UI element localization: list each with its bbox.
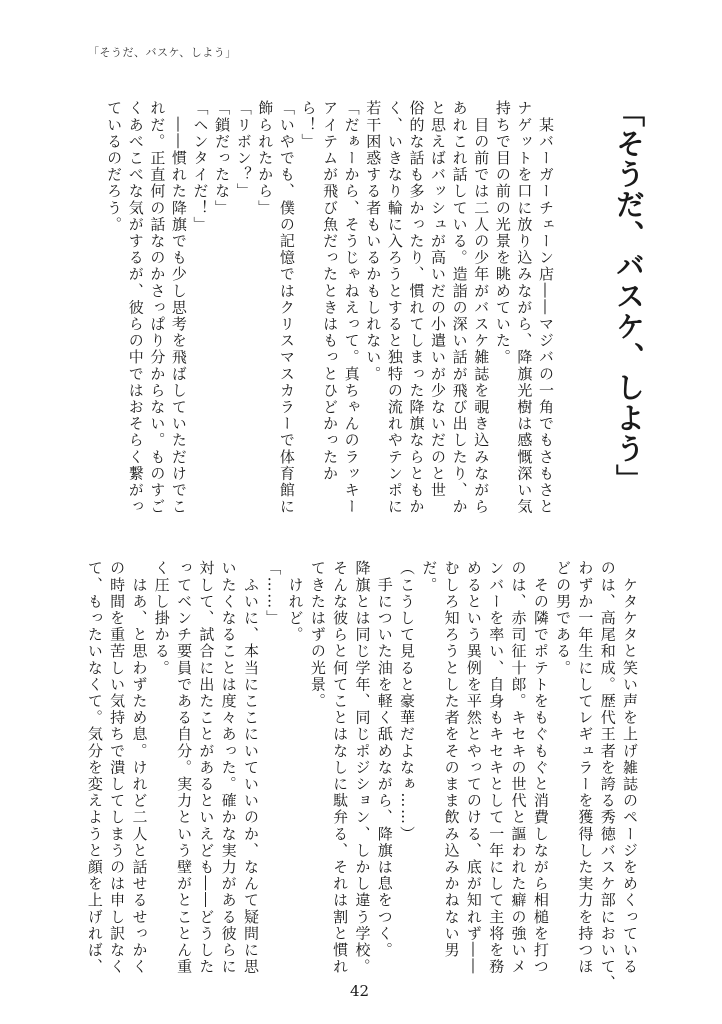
text-line: けれど。 (286, 560, 305, 643)
text-line: ンバーを率い、自身もキセキとして一年にして主将を務 (487, 560, 506, 975)
text-line: て、もったいなくて。気分を変えようと顔を上げれば、 (85, 560, 104, 975)
text-line: 目の前では二人の少年がバスケ雑誌を覗き込みながら (472, 100, 491, 515)
text-line: はあ、と思わずため息。けれど二人と話せるせっかく (130, 560, 149, 975)
text-line: ってベンチ要員である自分。実力という壁がとことん重 (175, 560, 194, 975)
text-line: のは、赤司征十郎。キセキの世代と謳われた癖の強いメ (509, 560, 528, 975)
text-line: アイテムが飛び魚だったときはもっとひどかったか (321, 100, 340, 482)
text-line: むしろ知ろうとした者をそのまま飲み込みかねない男 (442, 560, 461, 959)
text-line: 手についた油を軽く舐めながら、降旗は息をつく。 (375, 560, 394, 959)
top-text-block (103, 100, 556, 515)
text-line: 「リボン？」 (234, 100, 253, 200)
text-line: 某バーガーチェーン店――マジバの一角でもさもさと (537, 100, 555, 515)
text-line: 飾られたから」 (256, 100, 275, 217)
text-line: どの男である。 (554, 560, 573, 677)
text-line: 「鎖だったな」 (213, 100, 232, 217)
text-line: めるという異例を平然とやってのける、底が知れず―― (464, 560, 483, 975)
text-line: （こうして見ると豪華だよなぁ……） (398, 560, 417, 843)
text-line: 「ヘンタイだ！」 (191, 100, 210, 233)
text-line: いたくなることは度々あった。確かな実力がある彼らに (219, 560, 238, 975)
text-line: のは、高尾和成。歴代王者を誇る秀徳バスケ部において、 (598, 560, 617, 992)
page-number: 42 (350, 982, 370, 1000)
running-head: 「そうだ、バスケ、しよう」 (88, 46, 237, 59)
text-line: 持ちで目の前の光景を眺めていた。 (493, 100, 512, 366)
text-line: 降旗とは同じ学年、同じポジション、しかし違う学校。 (353, 560, 372, 975)
chapter-title: 「そうだ、バスケ、しよう」 (612, 98, 646, 495)
text-line: 若干困惑する者もいるかもしれない。 (364, 100, 383, 383)
text-line: その隣でポテトをもぐもぐと消費しながら相槌を打つ (531, 560, 550, 975)
text-line: くあべこべな気がするが、彼らの中ではおそらく繋がっ (126, 100, 145, 515)
text-line: ているのだろう。 (105, 100, 124, 233)
text-line: 「いやでも、僕の記憶ではクリスマスカラーで体育館に (277, 100, 296, 515)
text-line: れだ。正直何の話なのかさっぱり分からない。ものすご (148, 100, 167, 515)
text-line: てきたはずの光景。 (308, 560, 327, 710)
text-line: 「……」 (264, 560, 283, 627)
text-line: そんな彼らと何てことはなしに駄弁る、それは割と慣れ (331, 560, 350, 975)
text-line: の時間を重苦しい気持ちで潰してしまうのは申し訳なく (108, 560, 127, 975)
text-line: く、いきなり輪に入ろうとすると独特の流れやテンポに (385, 100, 404, 515)
text-line: ケタケタと笑い声を上げ雑誌のページをめくっている (621, 560, 639, 975)
text-line: と思えばバッシュが高いだの小遣いが少ないだのと世 (429, 100, 448, 499)
text-line: く圧し掛かる。 (152, 560, 171, 677)
text-line: ――慣れた降旗でも少し思考を飛ばしていただけでこ (169, 100, 188, 515)
text-line: 対して、試合に出たことがあるといえども――どうした (197, 560, 216, 975)
text-line: 俗的な話も多かったり、慣れてしまった降旗ならともか (407, 100, 426, 515)
text-line: 「だぁーから、そうじゃねえって。真ちゃんのラッキー (342, 100, 361, 515)
text-line: わずか一年生にしてレギュラーを獲得した実力を持つほ (576, 560, 595, 975)
text-line: だ。 (420, 560, 439, 594)
text-line: ら！」 (299, 100, 318, 150)
text-line: あれこれ話している。造詣の深い話が飛び出したり、か (450, 100, 469, 515)
text-line: ふいに、本当にここにいていいのか、なんて疑問に思 (241, 560, 260, 975)
text-line: ナゲットを口に放り込みながら、降旗光樹は感慨深い気 (515, 100, 534, 515)
